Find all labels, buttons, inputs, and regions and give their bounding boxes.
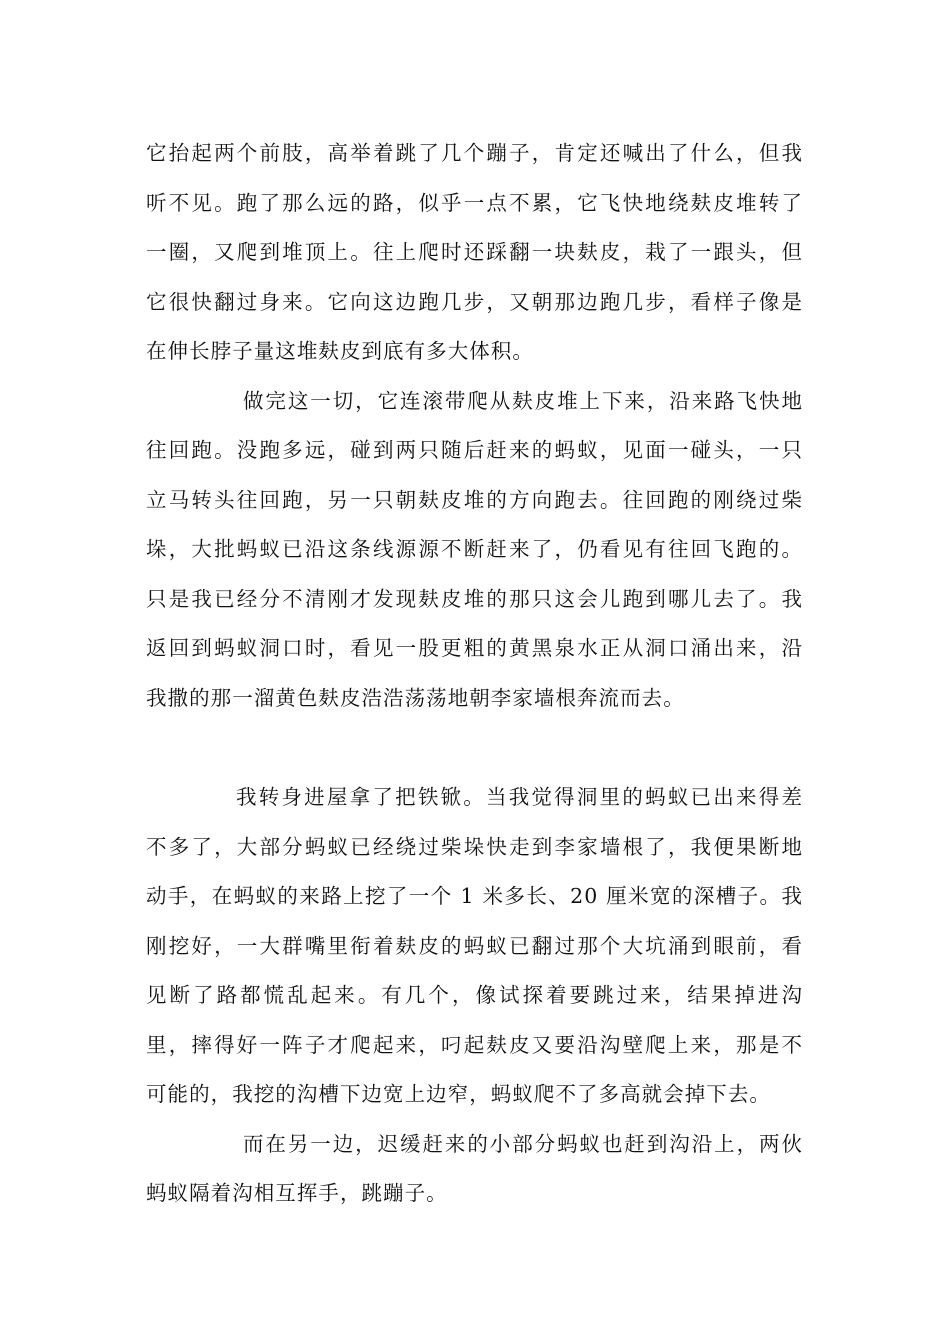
paragraph-1-line-4: 它很快翻过身来。它向这边跑几步，又朝那边跑几步，看样子像是 xyxy=(146,290,803,314)
paragraph-3-line-7: 可能的，我挖的沟槽下边宽上边窄，蚂蚁爬不了多高就会掉下去。 xyxy=(146,1082,771,1106)
paragraph-3-line-4: 刚挖好，一大群嘴里衔着麸皮的蚂蚁已翻过那个大坑涌到眼前，看 xyxy=(146,934,803,958)
paragraph-3-line-5: 见断了路都慌乱起来。有几个，像试探着要跳过来，结果掉进沟 xyxy=(146,983,803,1007)
paragraph-4-line-2: 蚂蚁隔着沟相互挥手，跳蹦子。 xyxy=(146,1181,448,1205)
paragraph-3-line-3: 动手，在蚂蚁的来路上挖了一个 1 米多长、20 厘米宽的深槽子。我 xyxy=(146,884,803,908)
paragraph-3-line-6: 里，摔得好一阵子才爬起来，叼起麸皮又要沿沟壁爬上来，那是不 xyxy=(146,1033,803,1057)
paragraph-1-line-3: 一圈，又爬到堆顶上。往上爬时还踩翻一块麸皮，栽了一跟头，但 xyxy=(146,240,803,264)
paragraph-1-line-2: 听不见。跑了那么远的路，似乎一点不累，它飞快地绕麸皮堆转了 xyxy=(146,191,803,215)
paragraph-3-line-1: 我转身进屋拿了把铁锨。当我觉得洞里的蚂蚁已出来得差 xyxy=(236,785,803,809)
paragraph-2-line-3: 立马转头往回跑，另一只朝麸皮堆的方向跑去。往回跑的刚绕过柴 xyxy=(146,488,803,512)
paragraph-1-line-1: 它抬起两个前肢，高举着跳了几个蹦子，肯定还喊出了什么，但我 xyxy=(146,141,803,165)
paragraph-2-line-6: 返回到蚂蚁洞口时，看见一股更粗的黄黑泉水正从洞口涌出来，沿 xyxy=(146,636,803,660)
paragraph-4-line-1: 而在另一边，迟缓赶来的小部分蚂蚁也赶到沟沿上，两伙 xyxy=(243,1132,803,1156)
paragraph-2-line-4: 垛，大批蚂蚁已沿这条线源源不断赶来了，仍看见有往回飞跑的。 xyxy=(146,537,803,561)
paragraph-2-line-7: 我撒的那一溜黄色麸皮浩浩荡荡地朝李家墙根奔流而去。 xyxy=(146,686,685,710)
paragraph-1-line-5: 在伸长脖子量这堆麸皮到底有多大体积。 xyxy=(146,339,534,363)
paragraph-2-line-5: 只是我已经分不清刚才发现麸皮堆的那只这会儿跑到哪儿去了。我 xyxy=(146,587,803,611)
paragraph-3-line-2: 不多了，大部分蚂蚁已经绕过柴垛快走到李家墙根了，我便果断地 xyxy=(146,835,803,859)
paragraph-2-line-1: 做完这一切，它连滚带爬从麸皮堆上下来，沿来路飞快地 xyxy=(243,389,803,413)
paragraph-2-line-2: 往回跑。没跑多远，碰到两只随后赶来的蚂蚁，见面一碰头，一只 xyxy=(146,438,803,462)
